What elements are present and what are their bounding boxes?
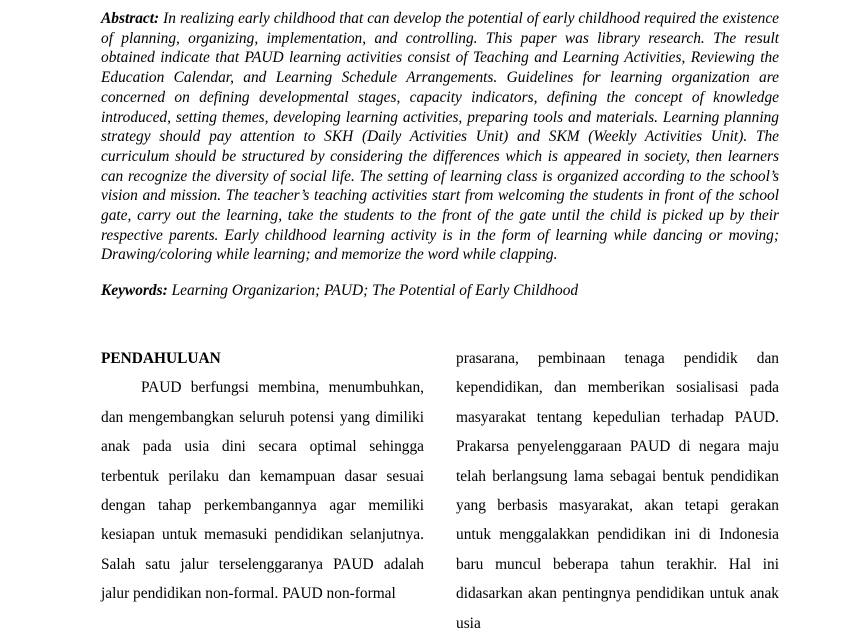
keywords [101, 281, 779, 301]
body-columns [101, 344, 779, 638]
keywords-text: Learning Organizarion; PAUD; The Potential of Early Childhood [171, 282, 579, 300]
abstract-text: In realizing early childhood that can develop the potential of early childhood required the existence of planning, organizing, implementation, and controlling. This paper was library research. The result obtained indicate that PAUD learning activities consist of Teaching and Learning Activities, Reviewing the Education Calendar, and Learning Schedule Arrangements. Guidelines for learning organization are concerned on defining developmental stages, capacity indicators, defining the concept of knowledge introduced, setting themes, developing learning activities, preparing tools and materials. Learning planning strategy should pay attention to SKH (Daily Activities Unit) and SKM (Weekly Activities Unit). The curriculum should be structured by considering the differences which is appeared in society, then learners can recognize the diversity of social life. The setting of learning class is organized according to the school’s vision and mission. The teacher’s teaching activities start from welcoming the students in front of the school gate, carry out the learning, take the students to the front of the gate until the child is picked up by their respective parents. Early childhood learning activity is in the form of learning while dancing or moving; Drawing/coloring while learning; and memorize the word while clapping. [101, 10, 779, 264]
section-heading: PENDAHULUAN [101, 350, 221, 367]
right-column [456, 344, 779, 638]
abstract [101, 9, 779, 265]
left-paragraph: PAUD berfungsi membina, menumbuhkan, dan mengembangkan seluruh potensi yang dimiliki anak pada usia dini secara optimal sehingga terbentuk perilaku dan kemampuan dasar sesuai dengan tahap perkembangannya agar memiliki kesiapan untuk memasuki pendidikan selanjutnya. Salah satu jalur terselenggaranya PAUD adalah jalur pendidikan non-formal. PAUD non-formal [101, 379, 424, 603]
paper-page [101, 9, 779, 632]
abstract-label: Abstract: [101, 10, 160, 27]
keywords-label: Keywords: [101, 282, 168, 300]
left-column [101, 344, 424, 638]
right-paragraph: prasarana, pembinaan tenaga pendidik dan kependidikan, dan memberikan sosialisasi pada masyarakat tentang kepedulian terhadap PAUD. Prakarsa penyelenggaraan PAUD di negara maju telah berlangsung lama sebagai bentuk pendidikan yang berbasis masyarakat, akan tetapi gerakan untuk menggalakkan pendidikan ini di Indonesia baru muncul beberapa tahun terakhir. Hal ini didasarkan akan pentingnya pendidikan untuk anak usia [456, 350, 779, 632]
